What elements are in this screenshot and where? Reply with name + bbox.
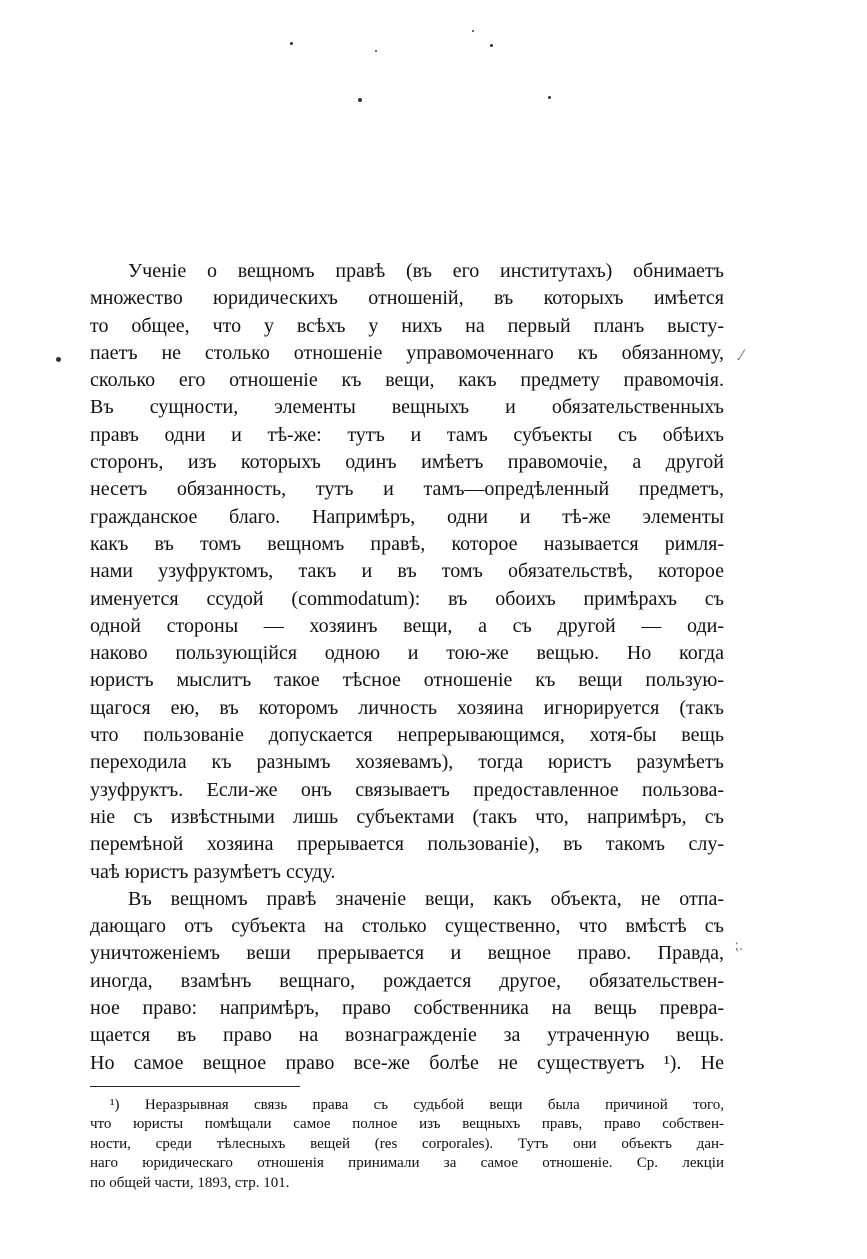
text-line: Въ сущности, элементы вещныхъ и обязательственныхъ <box>90 396 724 419</box>
footnote-line: по общей части, 1893, стр. 101. <box>90 1174 290 1191</box>
text-line: перемѣной хозяина прерывается пользованіе), въ такомъ слу- <box>90 833 724 856</box>
text-line: сторонъ, изъ которыхъ одинъ имѣетъ правомочіе, а другой <box>90 451 724 474</box>
text-line: Въ вещномъ правѣ значеніе вещи, какъ объекта, не отпа- <box>128 887 724 910</box>
text-line: узуфруктъ. Если-же онъ связываетъ предоставленное пользова- <box>90 778 724 801</box>
paragraph-1 <box>90 258 724 886</box>
text-line: правъ одни и тѣ-же: тутъ и тамъ субъекты съ обѣихъ <box>90 423 724 446</box>
text-line: гражданское благо. Напримѣръ, одни и тѣ-же элементы <box>90 505 724 528</box>
text-line: дающаго отъ субъекта на столько существенно, что вмѣстѣ съ <box>90 915 724 938</box>
text-line: чаѣ юристъ разумѣетъ ссуду. <box>90 860 336 883</box>
footnote-line: ¹) Неразрывная связь права съ судьбой вещи была причиной того, <box>110 1097 724 1113</box>
footnote-line: что юристы помѣщали самое полное изъ вещныхъ правъ, право собствен- <box>90 1116 724 1133</box>
text-line: множество юридическихъ отношеній, въ которыхъ имѣется <box>90 287 724 310</box>
text-line: юристъ мыслитъ такое тѣсное отношеніе къ вещи пользую- <box>90 669 724 692</box>
text-line: иногда, взамѣнъ вещнаго, рождается другое, обязательствен- <box>90 969 724 992</box>
text-line: наково пользующійся одною и тою-же вещью. Но когда <box>90 642 724 665</box>
scan-speck <box>490 44 493 47</box>
text-line: что пользованіе допускается непрерывающимся, хотя-бы вещь <box>90 724 724 747</box>
scan-speck <box>548 96 551 99</box>
text-line: именуется ссудой (commodatum): въ обоихъ примѣрахъ съ <box>90 587 724 610</box>
text-line: какъ въ томъ вещномъ правѣ, которое называется римля- <box>90 532 724 555</box>
main-text <box>90 258 724 1077</box>
text-line: переходила къ разнымъ хозяевамъ), тогда юристъ разумѣетъ <box>90 751 724 774</box>
scan-speck <box>358 98 362 102</box>
pencil-mark: ⁏. <box>734 938 744 954</box>
text-line: то общее, что у всѣхъ у нихъ на первый планъ высту- <box>90 314 724 337</box>
footnote-divider <box>90 1086 300 1087</box>
text-line: Но самое вещное право все-же болѣе не существуетъ ¹). Не <box>90 1051 724 1074</box>
scan-speck <box>56 357 61 362</box>
text-line: одной стороны — хозяинъ вещи, а съ другой — оди- <box>90 614 724 637</box>
text-line: нами узуфруктомъ, такъ и въ томъ обязательствѣ, которое <box>90 560 724 583</box>
text-line: уничтоженіемъ веши прерывается и вещное право. Правда, <box>90 942 724 965</box>
text-line: ное право: напримѣръ, право собственника на вещь превра- <box>90 997 724 1020</box>
paragraph-2 <box>90 886 724 1077</box>
text-line: щагося ею, въ которомъ личность хозяина игнорируется (такъ <box>90 696 724 719</box>
pencil-mark: .⁄ <box>736 348 743 364</box>
scan-speck <box>375 50 377 52</box>
text-line: щается въ право на вознагражденіе за утраченную вещь. <box>90 1024 724 1047</box>
text-line: Ученіе о вещномъ правѣ (въ его институтахъ) обнимаетъ <box>128 260 724 282</box>
text-line: несетъ обязанность, тутъ и тамъ—опредѣленный предметъ, <box>90 478 724 501</box>
footnote <box>90 1096 724 1193</box>
scan-speck <box>290 42 293 45</box>
footnote-line: наго юридическаго отношенія принимали за самое отношеніе. Ср. лекціи <box>90 1155 724 1172</box>
text-line: паетъ не столько отношеніе управомоченнаго къ обязанному, <box>90 341 724 364</box>
text-line: ніе съ извѣстными лишь субъектами (такъ что, напримѣръ, съ <box>90 805 724 828</box>
footnote-line: ности, среди тѣлесныхъ вещей (res corporales). Тутъ они объектъ дан- <box>90 1135 724 1152</box>
text-line: сколько его отношеніе къ вещи, какъ предмету правомочія. <box>90 369 724 392</box>
scan-speck <box>472 30 474 32</box>
